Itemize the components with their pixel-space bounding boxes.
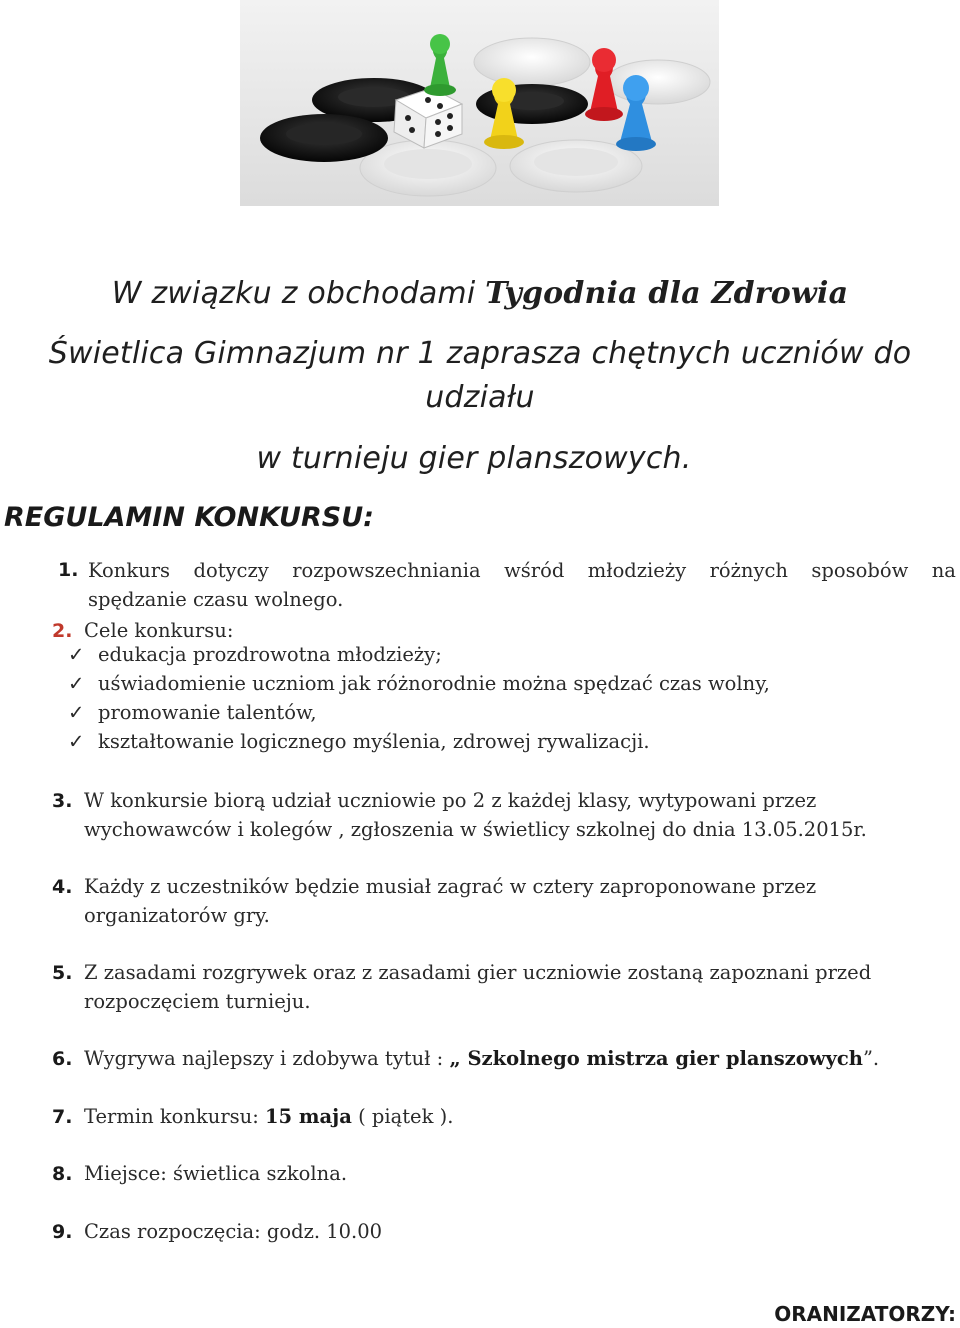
header-line-1 (0, 276, 960, 311)
word: Konkurs (88, 559, 171, 582)
item-6-prefix: Wygrywa najlepszy i zdobywa tytuł : (84, 1047, 450, 1070)
item-number: 5. (52, 962, 73, 984)
check-icon: ✓ (68, 643, 85, 666)
board-game-pieces-photo (240, 0, 719, 206)
goal-item (68, 730, 650, 753)
item-4-line-1: Każdy z uczestników będzie musiał zagrać w cztery zaproponowane przez (84, 875, 817, 898)
item-number: 1. (58, 559, 79, 581)
word: młodzieży (587, 559, 687, 582)
white-disc (606, 60, 710, 104)
item-number: 3. (52, 790, 73, 812)
item-9-text: Czas rozpoczęcia: godz. 10.00 (84, 1220, 383, 1243)
item-5-line-2: rozpoczęciem turnieju. (84, 990, 311, 1013)
organizers-heading: ORANIZATORZY: (774, 1302, 956, 1326)
goal-item (68, 643, 442, 666)
header-line-4: w turnieju gier planszowych. (256, 441, 692, 476)
goal-item (68, 672, 770, 695)
goal-text: uświadomienie uczniom jak różnorodnie można spędzać czas wolny, (98, 672, 770, 695)
item-8-text: Miejsce: świetlica szkolna. (84, 1162, 348, 1185)
item-7-suffix: ( piątek ). (351, 1105, 454, 1128)
event-name: Tygodnia dla Zdrowia (485, 276, 849, 311)
die (394, 88, 462, 148)
header-line-2: Świetlica Gimnazjum nr 1 zaprasza chętnych uczniów do (48, 336, 912, 371)
item-1-line-1 (88, 556, 956, 585)
word: na (931, 559, 956, 582)
item-1-line-2: spędzanie czasu wolnego. (88, 588, 344, 611)
item-5-line-1: Z zasadami rozgrywek oraz z zasadami gier uczniowie zostaną zapoznani przed (84, 961, 872, 984)
goal-text: promowanie talentów, (98, 701, 317, 724)
goal-item (68, 701, 317, 724)
word: dotyczy (193, 559, 269, 582)
item-number: 7. (52, 1106, 73, 1128)
header-line-1-text: W związku z obchodami (111, 276, 486, 311)
word: wśród (504, 559, 565, 582)
item-7-prefix: Termin konkursu: (84, 1105, 265, 1128)
rules-heading: REGULAMIN KONKURSU: (4, 502, 374, 533)
word: rozpowszechniania (292, 559, 481, 582)
item-3-line-2: wychowawców i kolegów , zgłoszenia w świetlicy szkolnej do dnia 13.05.2015r. (84, 818, 867, 841)
white-disc (474, 38, 590, 86)
word: sposobów (811, 559, 909, 582)
goal-text: edukacja prozdrowotna młodzieży; (98, 643, 442, 666)
item-3-line-1: W konkursie biorą udział uczniowie po 2 z każdej klasy, wytypowani przez (84, 789, 817, 812)
item-number: 2. (52, 620, 73, 642)
title-name: „ Szkolnego mistrza gier planszowych (449, 1047, 863, 1070)
check-icon: ✓ (68, 672, 85, 695)
item-7-text (84, 1102, 453, 1131)
item-4-line-2: organizatorów gry. (84, 904, 270, 927)
item-6-suffix: ”. (862, 1047, 880, 1070)
item-number: 4. (52, 876, 73, 898)
item-number: 9. (52, 1221, 73, 1243)
word: różnych (709, 559, 788, 582)
goal-text: kształtowanie logicznego myślenia, zdrowej rywalizacji. (98, 730, 650, 753)
green-pawn (424, 34, 456, 96)
check-icon: ✓ (68, 701, 85, 724)
item-2-text: Cele konkursu: (84, 619, 234, 642)
item-6-text (84, 1044, 879, 1073)
check-icon: ✓ (68, 730, 85, 753)
header-line-3: udziału (425, 380, 535, 415)
contest-date: 15 maja (264, 1105, 352, 1128)
item-number: 6. (52, 1048, 73, 1070)
board-game-pieces-illustration (240, 0, 719, 206)
item-number: 8. (52, 1163, 73, 1185)
